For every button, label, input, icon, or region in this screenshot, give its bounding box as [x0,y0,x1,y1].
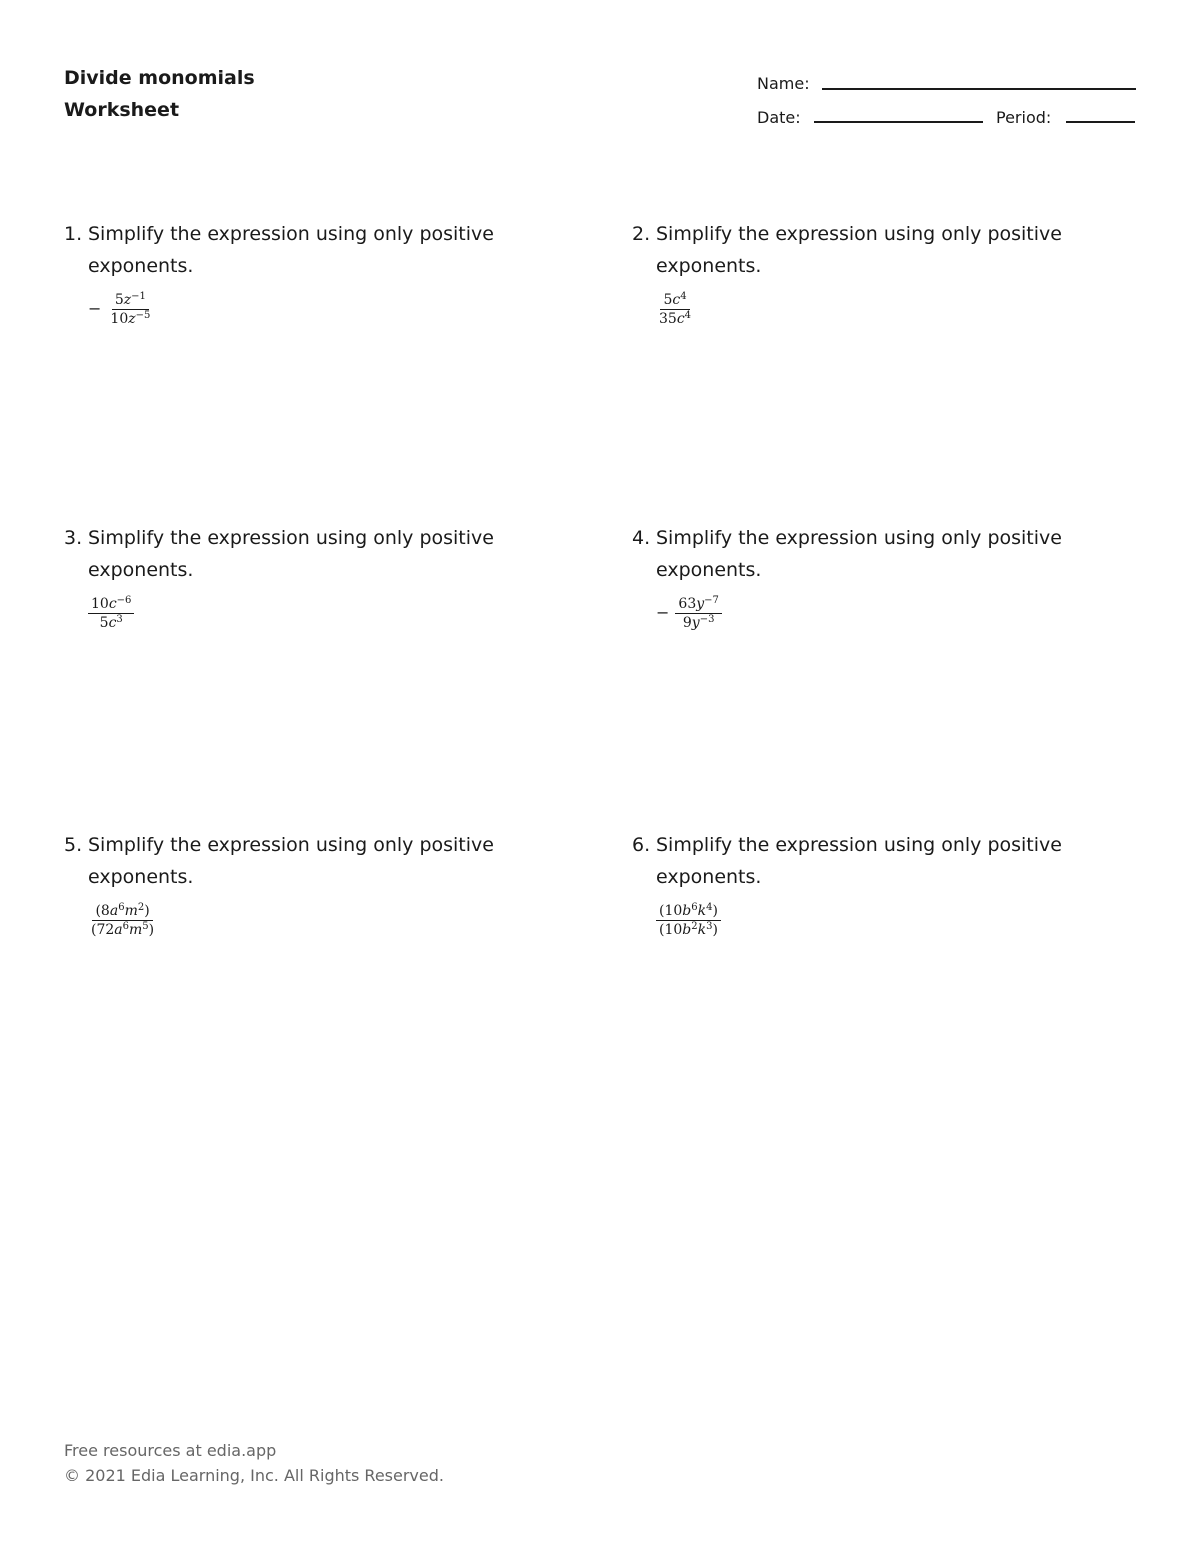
problem-1-number: 1. [64,223,83,245]
date-label: Date: [757,108,801,127]
problem-2-text: 2. Simplify the expression using only positive exponents. [632,218,1102,282]
problem-5-expression: $\frac{(8a^6m^2)}{(72a^6m^5)}$ [91,902,155,939]
problem-6-number: 6. [632,834,651,856]
problem-4-number: 4. [632,527,651,549]
period-label: Period: [996,108,1052,127]
problem-2 [632,218,1102,327]
worksheet-subtitle: Worksheet [64,99,180,121]
problem-4 [632,522,1102,631]
problem-3-number: 3. [64,527,83,549]
problem-3-expression: $\frac{10c^{-6}}{5c^3}$ [88,596,134,631]
problem-3-text: 3. Simplify the expression using only positive exponents. [64,522,534,586]
problem-5 [64,829,534,938]
problem-6-text: 6. Simplify the expression using only positive exponents. [632,829,1102,893]
name-line[interactable] [822,88,1136,90]
problem-5-number: 5. [64,834,83,856]
worksheet-title: Divide monomials [64,67,255,89]
problem-4-text: 4. Simplify the expression using only positive exponents. [632,522,1102,586]
problem-1-text: 1. Simplify the expression using only positive exponents. [64,218,534,282]
problem-6-expression: $\frac{(10b^6k^4)}{(10b^2k^3)}$ [656,903,721,938]
problem-1 [64,218,534,327]
footer-copyright: © 2021 Edia Learning, Inc. All Rights Reserved. [64,1466,444,1485]
problem-2-number: 2. [632,223,651,245]
name-label: Name: [757,74,810,93]
date-line[interactable] [814,121,983,123]
problem-4-expression: − $\frac{63y^{-7}}{9y^{-3}}$ [656,596,722,631]
footer-resources: Free resources at edia.app [64,1441,277,1460]
problem-5-text: 5. Simplify the expression using only positive exponents. [64,829,534,893]
problem-3 [64,522,534,631]
problem-2-expression: $\frac{5c^4}{35c^4}$ [659,291,692,328]
problem-1-expression: − $\frac{5z^{-1}}{10z^{-5}}$ [88,291,151,328]
problem-6 [632,829,1102,938]
period-line[interactable] [1066,121,1135,123]
